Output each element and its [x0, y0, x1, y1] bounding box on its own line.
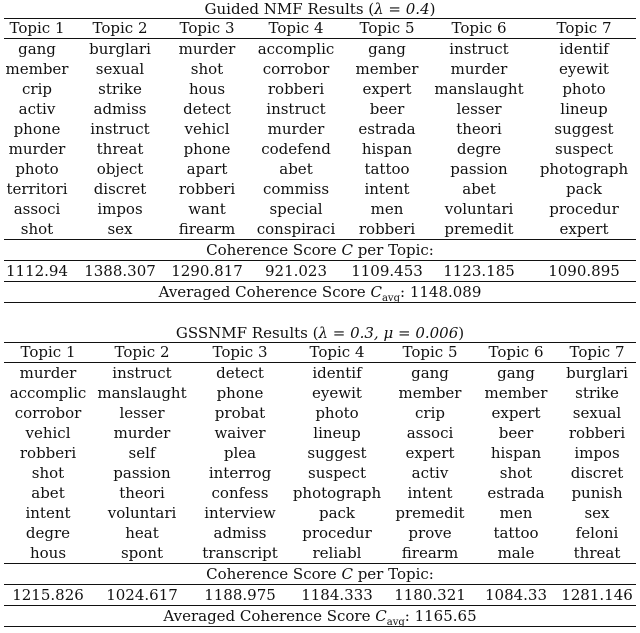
table-cell: murder	[267, 120, 325, 138]
score-cell: 1188.975	[204, 586, 276, 604]
table-cell: robberi	[19, 444, 77, 462]
table-cell: phone	[216, 384, 264, 402]
table-cell: abet	[462, 180, 496, 198]
table-cell: impos	[574, 444, 620, 462]
scores-row	[4, 585, 636, 605]
table-cell: confess	[211, 484, 269, 502]
table-cell: abet	[279, 160, 313, 178]
coherence-label: Coherence Score C per Topic:	[206, 241, 434, 259]
table-cell: crip	[22, 80, 52, 98]
score-cell: 1123.185	[443, 262, 515, 280]
table-row	[4, 363, 636, 383]
score-cell: 1084.33	[484, 586, 548, 604]
table-row	[4, 483, 636, 503]
table-cell: object	[96, 160, 144, 178]
table-row	[4, 219, 636, 239]
score-cell: 1180.321	[394, 586, 466, 604]
table-row	[4, 199, 636, 219]
table-cell: threat	[96, 140, 144, 158]
table-cell: associ	[406, 424, 454, 442]
table-cell: prove	[408, 524, 452, 542]
table-cell: crip	[415, 404, 445, 422]
table-cell: member	[355, 60, 419, 78]
table-cell: detect	[216, 364, 264, 382]
table-cell: abet	[31, 484, 65, 502]
average-score: Averaged Coherence Score $C_{avg}$: 1148.089	[158, 283, 482, 304]
table-cell: member	[484, 384, 548, 402]
column-header: Topic 1	[20, 343, 76, 361]
table-cell: shot	[190, 60, 224, 78]
table-cell: instruct	[112, 364, 172, 382]
table-cell: estrada	[358, 120, 416, 138]
table-row	[4, 39, 636, 59]
header-row	[4, 19, 636, 38]
table-cell: identif	[312, 364, 362, 382]
table-cell: sex	[584, 504, 610, 522]
table-cell: gang	[18, 40, 56, 58]
table-cell: interrog	[208, 464, 272, 482]
table-row	[4, 523, 636, 543]
table-cell: strike	[98, 80, 142, 98]
table-cell: robberi	[267, 80, 325, 98]
column-header: Topic 4	[268, 19, 324, 37]
table-cell: plea	[223, 444, 257, 462]
table-cell: men	[370, 200, 404, 218]
table-cell: beer	[369, 100, 405, 118]
column-header: Topic 3	[212, 343, 268, 361]
table-cell: associ	[13, 200, 61, 218]
table-cell: identif	[559, 40, 609, 58]
table-cell: interview	[204, 504, 276, 522]
table-cell: sex	[107, 220, 133, 238]
table-cell: premedit	[444, 220, 514, 238]
table-cell: intent	[407, 484, 453, 502]
table-cell: want	[188, 200, 226, 218]
table-row	[4, 59, 636, 79]
table-cell: estrada	[487, 484, 545, 502]
table-cell: strike	[575, 384, 619, 402]
score-cell: 1290.817	[171, 262, 243, 280]
table-cell: eyewit	[559, 60, 609, 78]
table-cell: manslaught	[434, 80, 524, 98]
table-cell: degre	[25, 524, 71, 542]
table-cell: pack	[318, 504, 356, 522]
bottom-rule	[4, 302, 636, 303]
table-cell: expert	[362, 80, 412, 98]
table-cell: gang	[411, 364, 449, 382]
table-cell: phone	[13, 120, 61, 138]
table-cell: admiss	[213, 524, 267, 542]
column-header: Topic 3	[179, 19, 235, 37]
table-cell: murder	[450, 60, 508, 78]
table-cell: passion	[113, 464, 171, 482]
score-cell: 1388.307	[84, 262, 156, 280]
table-caption: Guided NMF Results (λ = 0.4)	[204, 0, 436, 18]
table-cell: instruct	[90, 120, 150, 138]
table-cell: territori	[6, 180, 68, 198]
table-row	[4, 99, 636, 119]
table-cell: accomplic	[257, 40, 335, 58]
table-cell: robberi	[568, 424, 626, 442]
scores-row	[4, 261, 636, 281]
column-header: Topic 7	[556, 19, 612, 37]
table-row	[4, 503, 636, 523]
table-cell: shot	[31, 464, 65, 482]
table-cell: discret	[93, 180, 147, 198]
table-cell: photograph	[539, 160, 629, 178]
column-header: Topic 5	[359, 19, 415, 37]
table-cell: lesser	[119, 404, 165, 422]
table-cell: member	[398, 384, 462, 402]
table-cell: voluntari	[107, 504, 177, 522]
score-cell: 1281.146	[561, 586, 633, 604]
table-cell: tattoo	[493, 524, 539, 542]
column-header: Topic 5	[402, 343, 458, 361]
table-cell: feloni	[575, 524, 619, 542]
table-cell: vehicl	[184, 120, 230, 138]
table-cell: instruct	[449, 40, 509, 58]
table-cell: passion	[450, 160, 508, 178]
table-cell: procedur	[302, 524, 372, 542]
table-cell: photo	[315, 404, 359, 422]
table-cell: photo	[562, 80, 606, 98]
table-cell: men	[499, 504, 533, 522]
score-cell: 921.023	[264, 262, 328, 280]
score-cell: 1184.333	[301, 586, 373, 604]
table-row	[4, 423, 636, 443]
table-cell: probat	[214, 404, 266, 422]
table-cell: manslaught	[97, 384, 187, 402]
table-cell: vehicl	[25, 424, 71, 442]
table-cell: murder	[19, 364, 77, 382]
table-cell: beer	[498, 424, 534, 442]
table-cell: activ	[411, 464, 449, 482]
table-cell: expert	[405, 444, 455, 462]
table-cell: lineup	[313, 424, 361, 442]
average-score: Averaged Coherence Score $C_{avg}$: 1165.65	[163, 607, 477, 628]
column-header: Topic 4	[309, 343, 365, 361]
table-row	[4, 383, 636, 403]
table-cell: self	[128, 444, 156, 462]
column-header: Topic 6	[488, 343, 544, 361]
table-row	[4, 443, 636, 463]
score-cell: 1215.826	[12, 586, 84, 604]
column-header: Topic 6	[451, 19, 507, 37]
table-cell: theori	[119, 484, 165, 502]
column-header: Topic 2	[114, 343, 170, 361]
table-cell: male	[497, 544, 535, 562]
table-cell: robberi	[178, 180, 236, 198]
table-cell: sexual	[572, 404, 622, 422]
column-header: Topic 2	[92, 19, 148, 37]
score-cell: 1090.895	[548, 262, 620, 280]
table-row	[4, 463, 636, 483]
table-row	[4, 543, 636, 563]
table-cell: corrobor	[14, 404, 82, 422]
table-cell: burglari	[89, 40, 151, 58]
table-cell: voluntari	[444, 200, 514, 218]
table-cell: pack	[565, 180, 603, 198]
table-cell: lineup	[560, 100, 608, 118]
table-cell: eyewit	[312, 384, 362, 402]
table-cell: special	[269, 200, 323, 218]
bottom-rule	[4, 626, 636, 627]
table-cell: hispan	[361, 140, 413, 158]
table-cell: transcript	[202, 544, 278, 562]
table-row	[4, 179, 636, 199]
header-row	[4, 343, 636, 362]
table-cell: lesser	[456, 100, 502, 118]
table-cell: punish	[571, 484, 623, 502]
table-cell: conspiraci	[256, 220, 336, 238]
table-row	[4, 119, 636, 139]
table-cell: waiver	[214, 424, 266, 442]
table-cell: hous	[188, 80, 226, 98]
table-cell: commiss	[262, 180, 330, 198]
table-row	[4, 79, 636, 99]
table-cell: hous	[29, 544, 67, 562]
column-header: Topic 7	[569, 343, 625, 361]
table-cell: photograph	[292, 484, 382, 502]
table-cell: instruct	[266, 100, 326, 118]
table-cell: corrobor	[262, 60, 330, 78]
table-cell: suggest	[307, 444, 367, 462]
table-cell: murder	[178, 40, 236, 58]
score-cell: 1112.94	[5, 262, 69, 280]
table-cell: shot	[499, 464, 533, 482]
column-header: Topic 1	[9, 19, 65, 37]
guided-nmf-table	[4, 0, 636, 303]
table-cell: phone	[183, 140, 231, 158]
table-row	[4, 159, 636, 179]
table-cell: reliabl	[312, 544, 362, 562]
table-caption: GSSNMF Results (λ = 0.3, μ = 0.006)	[175, 324, 465, 342]
table-cell: suspect	[308, 464, 366, 482]
table-cell: activ	[18, 100, 56, 118]
table-body	[4, 363, 636, 563]
table-cell: member	[5, 60, 69, 78]
table-row	[4, 139, 636, 159]
table-cell: firearm	[178, 220, 236, 238]
table-cell: murder	[113, 424, 171, 442]
table-cell: detect	[183, 100, 231, 118]
table-cell: discret	[570, 464, 624, 482]
table-cell: suspect	[555, 140, 613, 158]
table-cell: heat	[125, 524, 159, 542]
table-cell: burglari	[566, 364, 628, 382]
table-cell: photo	[15, 160, 59, 178]
gssnmf-table	[4, 324, 636, 627]
table-cell: threat	[573, 544, 621, 562]
table-cell: expert	[491, 404, 541, 422]
table-cell: procedur	[549, 200, 619, 218]
table-cell: premedit	[395, 504, 465, 522]
table-cell: firearm	[401, 544, 459, 562]
table-cell: spont	[120, 544, 164, 562]
table-cell: sexual	[95, 60, 145, 78]
table-cell: intent	[25, 504, 71, 522]
table-cell: hispan	[490, 444, 542, 462]
table-cell: apart	[186, 160, 228, 178]
table-body	[4, 39, 636, 239]
table-cell: intent	[364, 180, 410, 198]
table-cell: theori	[456, 120, 502, 138]
table-cell: tattoo	[364, 160, 410, 178]
score-cell: 1109.453	[351, 262, 423, 280]
table-cell: expert	[559, 220, 609, 238]
table-cell: robberi	[358, 220, 416, 238]
table-row	[4, 403, 636, 423]
coherence-label: Coherence Score C per Topic:	[206, 565, 434, 583]
table-cell: codefend	[261, 140, 331, 158]
score-cell: 1024.617	[106, 586, 178, 604]
table-cell: impos	[97, 200, 143, 218]
table-cell: murder	[8, 140, 66, 158]
table-cell: gang	[368, 40, 406, 58]
table-cell: gang	[497, 364, 535, 382]
table-cell: accomplic	[9, 384, 87, 402]
table-cell: suggest	[554, 120, 614, 138]
table-cell: shot	[20, 220, 54, 238]
table-cell: degre	[456, 140, 502, 158]
table-cell: admiss	[93, 100, 147, 118]
